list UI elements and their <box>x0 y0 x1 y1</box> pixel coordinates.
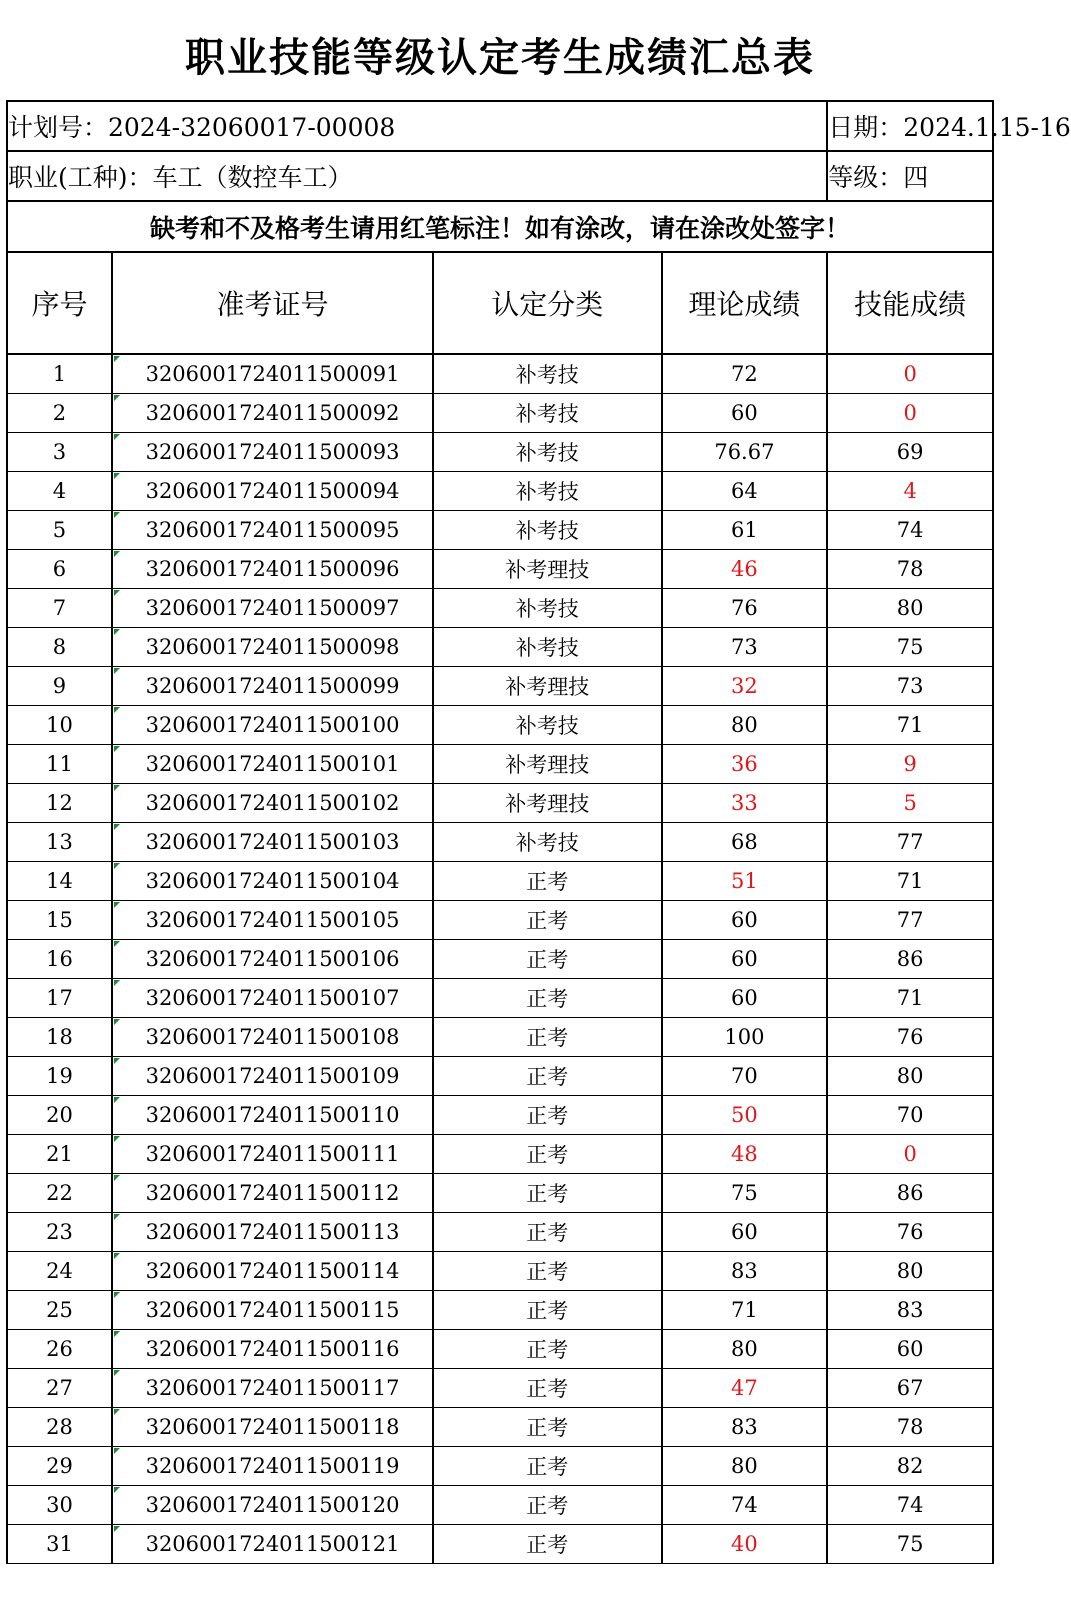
cell-exam-id[interactable]: 3206001724011500108 <box>112 1018 433 1057</box>
cell-exam-id[interactable]: 3206001724011500106 <box>112 940 433 979</box>
cell-theory[interactable]: 60 <box>662 901 828 940</box>
cell-skill[interactable]: 60 <box>827 1330 993 1369</box>
cell-theory[interactable]: 76.67 <box>662 433 828 472</box>
cell-skill[interactable]: 77 <box>827 901 993 940</box>
cell-skill[interactable]: 78 <box>827 1408 993 1447</box>
cell-category[interactable]: 正考 <box>433 1408 661 1447</box>
cell-category[interactable]: 补考技 <box>433 394 661 433</box>
cell-skill[interactable]: 67 <box>827 1369 993 1408</box>
cell-skill[interactable]: 74 <box>827 1486 993 1525</box>
cell-skill[interactable]: 74 <box>827 511 993 550</box>
cell-exam-id[interactable]: 3206001724011500111 <box>112 1135 433 1174</box>
cell-category[interactable]: 正考 <box>433 1213 661 1252</box>
cell-exam-id[interactable]: 3206001724011500110 <box>112 1096 433 1135</box>
cell-exam-id[interactable]: 3206001724011500114 <box>112 1252 433 1291</box>
cell-category[interactable]: 补考技 <box>433 823 661 862</box>
cell-category[interactable]: 补考技 <box>433 589 661 628</box>
score-table <box>6 100 1071 1564</box>
cell-theory[interactable]: 32 <box>662 667 828 706</box>
cell-skill[interactable]: 71 <box>827 862 993 901</box>
cell-exam-id[interactable]: 3206001724011500102 <box>112 784 433 823</box>
cell-exam-id[interactable]: 3206001724011500094 <box>112 472 433 511</box>
cell-exam-id[interactable]: 3206001724011500109 <box>112 1057 433 1096</box>
table-row <box>7 1057 993 1096</box>
table-row <box>7 1447 993 1486</box>
table-row <box>7 1330 993 1369</box>
cell-no[interactable]: 2 <box>7 394 112 433</box>
cell-no[interactable]: 15 <box>7 901 112 940</box>
cell-theory[interactable]: 40 <box>662 1525 828 1564</box>
cell-no[interactable]: 11 <box>7 745 112 784</box>
cell-exam-id[interactable]: 3206001724011500115 <box>112 1291 433 1330</box>
cell-category[interactable]: 补考技 <box>433 472 661 511</box>
table-row <box>7 354 993 394</box>
cell-category[interactable]: 正考 <box>433 1252 661 1291</box>
exam-date[interactable]: 日期：2024.1.15-16 <box>827 101 993 151</box>
cell-no[interactable]: 23 <box>7 1213 112 1252</box>
cell-exam-id[interactable]: 3206001724011500092 <box>112 394 433 433</box>
cell-no[interactable]: 27 <box>7 1369 112 1408</box>
table-row <box>7 472 993 511</box>
cell-skill[interactable]: 77 <box>827 823 993 862</box>
grade-level[interactable]: 等级：四 <box>827 151 993 201</box>
cell-skill[interactable]: 9 <box>827 745 993 784</box>
cell-category[interactable]: 补考技 <box>433 706 661 745</box>
header-row <box>7 252 993 354</box>
cell-theory[interactable]: 83 <box>662 1252 828 1291</box>
table-row <box>7 862 993 901</box>
header-no: 序号 <box>7 252 112 354</box>
cell-skill[interactable]: 80 <box>827 1057 993 1096</box>
cell-skill[interactable]: 83 <box>827 1291 993 1330</box>
header-exam-id: 准考证号 <box>112 252 433 354</box>
cell-theory[interactable]: 64 <box>662 472 828 511</box>
table-row <box>7 1018 993 1057</box>
cell-no[interactable]: 8 <box>7 628 112 667</box>
table-row <box>7 1096 993 1135</box>
cell-theory[interactable]: 75 <box>662 1174 828 1213</box>
table-row <box>7 940 993 979</box>
cell-skill[interactable]: 86 <box>827 940 993 979</box>
cell-theory[interactable]: 72 <box>662 354 828 394</box>
cell-category[interactable]: 正考 <box>433 1486 661 1525</box>
cell-no[interactable]: 26 <box>7 1330 112 1369</box>
cell-no[interactable]: 12 <box>7 784 112 823</box>
cell-no[interactable]: 20 <box>7 1096 112 1135</box>
occupation[interactable]: 职业(工种)：车工（数控车工） <box>7 151 827 201</box>
cell-theory[interactable]: 71 <box>662 1291 828 1330</box>
table-row <box>7 1408 993 1447</box>
cell-no[interactable]: 17 <box>7 979 112 1018</box>
cell-no[interactable]: 7 <box>7 589 112 628</box>
cell-exam-id[interactable]: 3206001724011500099 <box>112 667 433 706</box>
cell-theory[interactable]: 83 <box>662 1408 828 1447</box>
cell-no[interactable]: 14 <box>7 862 112 901</box>
cell-skill[interactable]: 78 <box>827 550 993 589</box>
cell-theory[interactable]: 46 <box>662 550 828 589</box>
cell-skill[interactable]: 82 <box>827 1447 993 1486</box>
cell-no[interactable]: 18 <box>7 1018 112 1057</box>
cell-no[interactable]: 5 <box>7 511 112 550</box>
table-row <box>7 589 993 628</box>
cell-theory[interactable]: 100 <box>662 1018 828 1057</box>
cell-exam-id[interactable]: 3206001724011500091 <box>112 354 433 394</box>
cell-category[interactable]: 补考技 <box>433 511 661 550</box>
cell-exam-id[interactable]: 3206001724011500116 <box>112 1330 433 1369</box>
cell-category[interactable]: 补考理技 <box>433 550 661 589</box>
cell-skill[interactable]: 4 <box>827 472 993 511</box>
cell-exam-id[interactable]: 3206001724011500097 <box>112 589 433 628</box>
table-row <box>7 979 993 1018</box>
table-row <box>7 667 993 706</box>
cell-exam-id[interactable]: 3206001724011500119 <box>112 1447 433 1486</box>
cell-no[interactable]: 21 <box>7 1135 112 1174</box>
header-category: 认定分类 <box>433 252 661 354</box>
cell-theory[interactable]: 70 <box>662 1057 828 1096</box>
cell-exam-id[interactable]: 3206001724011500112 <box>112 1174 433 1213</box>
cell-no[interactable]: 4 <box>7 472 112 511</box>
table-row <box>7 1486 993 1525</box>
cell-exam-id[interactable]: 3206001724011500101 <box>112 745 433 784</box>
cell-exam-id[interactable]: 3206001724011500121 <box>112 1525 433 1564</box>
table-row <box>7 823 993 862</box>
table-row <box>7 1369 993 1408</box>
cell-skill[interactable]: 0 <box>827 394 993 433</box>
cell-theory[interactable]: 33 <box>662 784 828 823</box>
cell-theory[interactable]: 60 <box>662 979 828 1018</box>
cell-theory[interactable]: 61 <box>662 511 828 550</box>
cell-theory[interactable]: 76 <box>662 589 828 628</box>
cell-exam-id[interactable]: 3206001724011500117 <box>112 1369 433 1408</box>
cell-skill[interactable]: 69 <box>827 433 993 472</box>
table-row <box>7 1291 993 1330</box>
cell-theory[interactable]: 68 <box>662 823 828 862</box>
table-row <box>7 511 993 550</box>
cell-theory[interactable]: 60 <box>662 394 828 433</box>
cell-category[interactable]: 正考 <box>433 1447 661 1486</box>
table-row <box>7 394 993 433</box>
cell-theory[interactable]: 51 <box>662 862 828 901</box>
cell-skill[interactable]: 0 <box>827 1135 993 1174</box>
cell-category[interactable]: 正考 <box>433 1057 661 1096</box>
table-row <box>7 433 993 472</box>
cell-exam-id[interactable]: 3206001724011500100 <box>112 706 433 745</box>
cell-category[interactable]: 正考 <box>433 1135 661 1174</box>
cell-skill[interactable]: 73 <box>827 667 993 706</box>
cell-category[interactable]: 补考技 <box>433 354 661 394</box>
table-row <box>7 706 993 745</box>
cell-category[interactable]: 正考 <box>433 1330 661 1369</box>
cell-exam-id[interactable]: 3206001724011500120 <box>112 1486 433 1525</box>
cell-no[interactable]: 25 <box>7 1291 112 1330</box>
cell-no[interactable]: 31 <box>7 1525 112 1564</box>
cell-no[interactable]: 9 <box>7 667 112 706</box>
cell-theory[interactable]: 80 <box>662 1447 828 1486</box>
cell-category[interactable]: 补考技 <box>433 433 661 472</box>
cell-theory[interactable]: 73 <box>662 628 828 667</box>
cell-theory[interactable]: 74 <box>662 1486 828 1525</box>
cell-theory[interactable]: 80 <box>662 1330 828 1369</box>
cell-theory[interactable]: 36 <box>662 745 828 784</box>
cell-exam-id[interactable]: 3206001724011500118 <box>112 1408 433 1447</box>
cell-exam-id[interactable]: 3206001724011500104 <box>112 862 433 901</box>
cell-skill[interactable]: 5 <box>827 784 993 823</box>
header-skill: 技能成绩 <box>827 252 993 354</box>
cell-no[interactable]: 13 <box>7 823 112 862</box>
cell-no[interactable]: 30 <box>7 1486 112 1525</box>
table-row <box>7 901 993 940</box>
header-theory: 理论成绩 <box>662 252 828 354</box>
cell-skill[interactable]: 71 <box>827 706 993 745</box>
cell-no[interactable]: 1 <box>7 354 112 394</box>
cell-exam-id[interactable]: 3206001724011500105 <box>112 901 433 940</box>
table-row <box>7 1135 993 1174</box>
cell-exam-id[interactable]: 3206001724011500113 <box>112 1213 433 1252</box>
table-row <box>7 1525 993 1564</box>
cell-theory[interactable]: 47 <box>662 1369 828 1408</box>
table-row <box>7 1174 993 1213</box>
cell-category[interactable]: 正考 <box>433 1096 661 1135</box>
cell-exam-id[interactable]: 3206001724011500096 <box>112 550 433 589</box>
cell-category[interactable]: 正考 <box>433 1525 661 1564</box>
plan-number[interactable]: 计划号：2024-32060017-00008 <box>7 101 827 151</box>
cell-category[interactable]: 正考 <box>433 901 661 940</box>
notice: 缺考和不及格考生请用红笔标注！如有涂改，请在涂改处签字！ <box>7 201 993 252</box>
table-row <box>7 550 993 589</box>
cell-category[interactable]: 正考 <box>433 1018 661 1057</box>
cell-category[interactable]: 正考 <box>433 1369 661 1408</box>
cell-exam-id[interactable]: 3206001724011500103 <box>112 823 433 862</box>
cell-exam-id[interactable]: 3206001724011500093 <box>112 433 433 472</box>
cell-skill[interactable]: 71 <box>827 979 993 1018</box>
table-row <box>7 1213 993 1252</box>
cell-no[interactable]: 6 <box>7 550 112 589</box>
cell-no[interactable]: 3 <box>7 433 112 472</box>
table-row <box>7 745 993 784</box>
table-row <box>7 628 993 667</box>
cell-skill[interactable]: 70 <box>827 1096 993 1135</box>
cell-category[interactable]: 补考理技 <box>433 784 661 823</box>
cell-category[interactable]: 正考 <box>433 940 661 979</box>
cell-skill[interactable]: 76 <box>827 1213 993 1252</box>
cell-no[interactable]: 16 <box>7 940 112 979</box>
table-row <box>7 784 993 823</box>
cell-theory[interactable]: 60 <box>662 1213 828 1252</box>
table-row <box>7 1252 993 1291</box>
cell-category[interactable]: 正考 <box>433 1291 661 1330</box>
cell-theory[interactable]: 80 <box>662 706 828 745</box>
cell-category[interactable]: 补考理技 <box>433 667 661 706</box>
cell-exam-id[interactable]: 3206001724011500098 <box>112 628 433 667</box>
cell-category[interactable]: 补考理技 <box>433 745 661 784</box>
cell-no[interactable]: 29 <box>7 1447 112 1486</box>
cell-category[interactable]: 正考 <box>433 979 661 1018</box>
page-title: 职业技能等级认定考生成绩汇总表 <box>185 34 815 81</box>
cell-theory[interactable]: 60 <box>662 940 828 979</box>
cell-skill[interactable]: 80 <box>827 589 993 628</box>
cell-skill[interactable]: 0 <box>827 354 993 394</box>
cell-no[interactable]: 10 <box>7 706 112 745</box>
cell-exam-id[interactable]: 3206001724011500095 <box>112 511 433 550</box>
cell-category[interactable]: 正考 <box>433 1174 661 1213</box>
cell-no[interactable]: 24 <box>7 1252 112 1291</box>
cell-skill[interactable]: 80 <box>827 1252 993 1291</box>
cell-skill[interactable]: 75 <box>827 628 993 667</box>
cell-exam-id[interactable]: 3206001724011500107 <box>112 979 433 1018</box>
cell-skill[interactable]: 75 <box>827 1525 993 1564</box>
cell-category[interactable]: 补考技 <box>433 628 661 667</box>
cell-no[interactable]: 28 <box>7 1408 112 1447</box>
cell-skill[interactable]: 76 <box>827 1018 993 1057</box>
cell-theory[interactable]: 48 <box>662 1135 828 1174</box>
cell-theory[interactable]: 50 <box>662 1096 828 1135</box>
cell-skill[interactable]: 86 <box>827 1174 993 1213</box>
cell-no[interactable]: 19 <box>7 1057 112 1096</box>
cell-no[interactable]: 22 <box>7 1174 112 1213</box>
cell-category[interactable]: 正考 <box>433 862 661 901</box>
